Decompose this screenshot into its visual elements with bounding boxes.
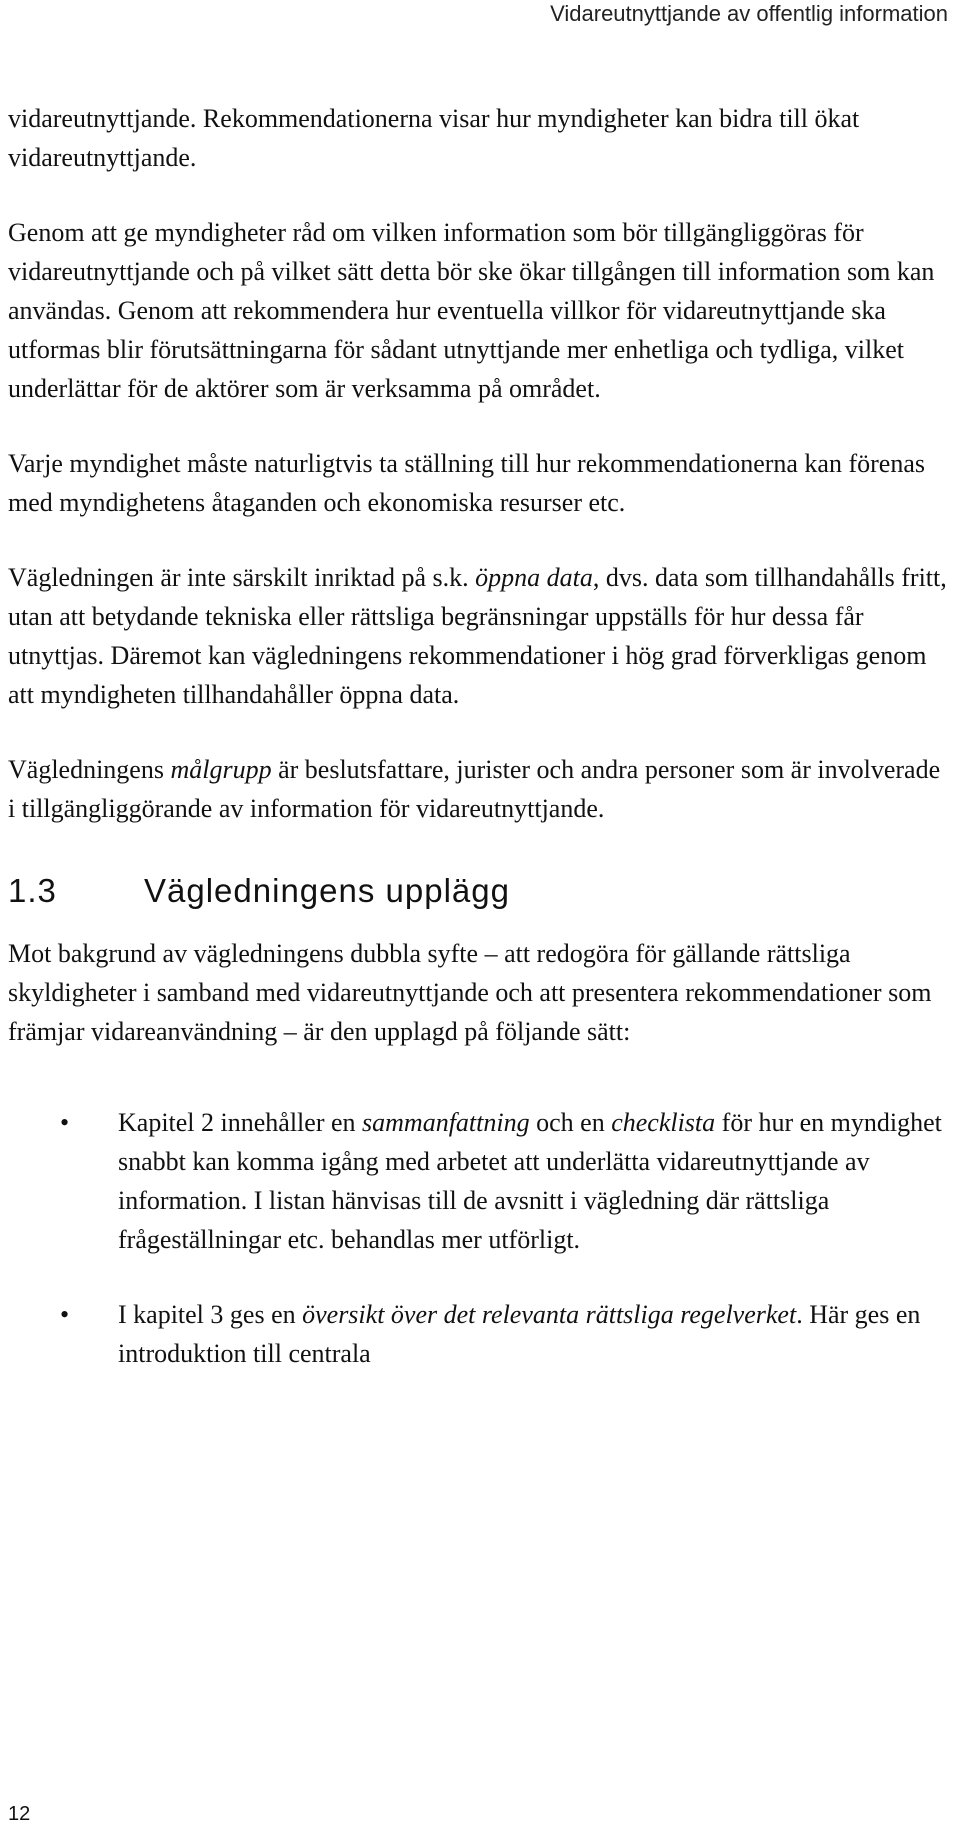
summary-emphasis: sammanfattning	[362, 1108, 530, 1137]
section-intro-paragraph: Mot bakgrund av vägledningens dubbla syfte – att redogöra för gällande rättsliga skyldigheter i samband med vidareutnyttjande och att presentera rekommendationer som främjar vidareanvändning – är den upplagd på följande sätt:	[8, 939, 932, 1046]
section-heading	[8, 871, 952, 911]
list-item-text: I kapitel 3 ges en	[118, 1300, 303, 1329]
body-paragraph-continuation: vidareutnyttjande. Rekommendationerna visar hur myndigheter kan bidra till ökat vidareutnyttjande.	[8, 104, 860, 172]
target-group-text-before: Vägledningens	[8, 755, 171, 784]
page-number: 12	[8, 1803, 31, 1825]
body-paragraph-purpose: Genom att ge myndigheter råd om vilken information som bör tillgängliggöras för vidareutnyttjande och på vilket sätt detta bör ske ökar tillgången till information som kan användas. Genom att rekommendera hur eventuella villkor för vidareutnyttjande ska utformas blir förutsättningarna för sådant utnyttjande mer enhetliga och tydliga, vilket underlättar för de aktörer som är verksamma på området.	[8, 218, 935, 403]
section-number: 1.3	[8, 872, 57, 909]
list-item-text: för hur en myndighet snabbt kan komma igång med arbetet att underlätta vidareutnyttjande av information. I listan hänvisas till de avsnitt i vägledning där rättsliga frågeställningar etc. behandlas mer utförligt.	[118, 1108, 942, 1254]
open-data-text-after: , dvs. data som tillhandahålls fritt, utan att betydande tekniska eller rättsliga begränsningar uppställs för hur dessa får utnyttjas. Däremot kan vägledningens rekommendationer i hög grad förverkligas genom att myndigheten tillhandahåller öppna data.	[8, 563, 947, 709]
list-item-text: . Här ges en introduktion till centrala	[118, 1300, 921, 1368]
body-paragraph-target-group	[8, 750, 952, 828]
list-item	[8, 1295, 952, 1373]
bullet-icon: •	[60, 1300, 70, 1329]
target-group-text-after: är beslutsfattare, jurister och andra personer som är involverade i tillgängliggörande av information för vidareutnyttjande.	[8, 755, 941, 823]
list-item-text: Kapitel 2 innehåller en	[118, 1108, 363, 1137]
section-title: Vägledningens upplägg	[144, 872, 510, 909]
target-group-emphasis: målgrupp	[170, 755, 272, 784]
chapter-overview-list	[8, 1103, 952, 1373]
body-paragraph-open-data	[8, 558, 952, 714]
open-data-text-before: Vägledningen är inte särskilt inriktad på s.k.	[8, 563, 476, 592]
body-paragraph-responsibility: Varje myndighet måste naturligtvis ta ställning till hur rekommendationerna kan förenas med myndighetens åtaganden och ekonomiska resurser etc.	[8, 449, 925, 517]
open-data-emphasis: öppna data	[475, 563, 593, 592]
list-item-text: och en	[529, 1108, 612, 1137]
bullet-icon: •	[60, 1108, 70, 1137]
regulation-overview-emphasis: översikt över det relevanta rättsliga regelverket	[302, 1300, 797, 1329]
checklist-emphasis: checklista	[611, 1108, 716, 1137]
list-item	[8, 1103, 952, 1259]
page-body	[8, 99, 952, 1409]
running-header: Vidareutnyttjande av offentlig information	[550, 1, 948, 26]
